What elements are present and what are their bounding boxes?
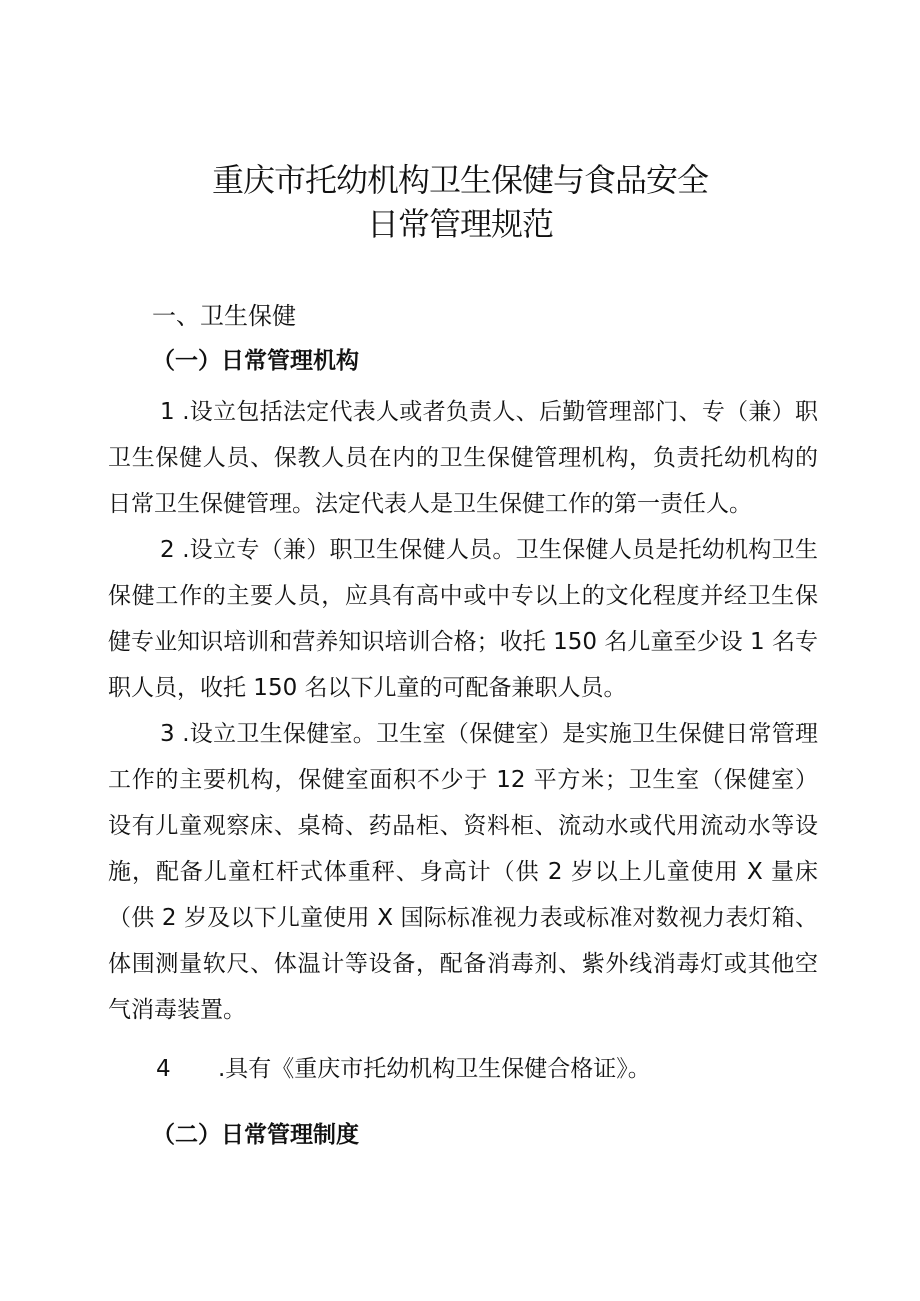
item-4-number: 4 [156, 1056, 171, 1082]
paragraph-item-2: 2 .设立专（兼）职卫生保健人员。卫生保健人员是托幼机构卫生保健工作的主要人员，应具有高中或中专以上的文化程度并经卫生保健专业知识培训和营养知识培训合格；收托 150 名儿童至少设 1 名专职人员，收托 150 名以下儿童的可配备兼职人员。 [108, 537, 818, 701]
subsection-heading-management-body: （一）日常管理机构 [152, 348, 359, 374]
subsection-heading-management-rules: （二）日常管理制度 [152, 1122, 359, 1148]
section-heading-hygiene: 一、卫生保健 [152, 302, 296, 330]
paragraph-item-3: 3 .设立卫生保健室。卫生室（保健室）是实施卫生保健日常管理工作的主要机构，保健室面积不少于 12 平方米；卫生室（保健室）设有儿童观察床、桌椅、药品柜、资料柜、流动水或代用流动水等设施，配备儿童杠杆式体重秤、身高计（供 2 岁以上儿童使用 X 量床（供 2 岁及以下儿童使用 X 国际标准视力表或标准对数视力表灯箱、体围测量软尺、体温计等设备，配备消毒剂、紫外线消毒灯或其他空气消毒装置。 [108, 721, 818, 1023]
paragraph-item-1: 1 .设立包括法定代表人或者负责人、后勤管理部门、专（兼）职卫生保健人员、保教人员在内的卫生保健管理机构，负责托幼机构的日常卫生保健管理。法定代表人是卫生保健工作的第一责任人。 [108, 399, 818, 517]
item-4-text: .具有《重庆市托幼机构卫生保健合格证》。 [218, 1056, 651, 1082]
document-title-line-2: 日常管理规范 [366, 205, 553, 243]
paragraph-item-4 [156, 1049, 651, 1089]
document-title-line-1: 重庆市托幼机构卫生保健与食品安全 [211, 161, 708, 199]
